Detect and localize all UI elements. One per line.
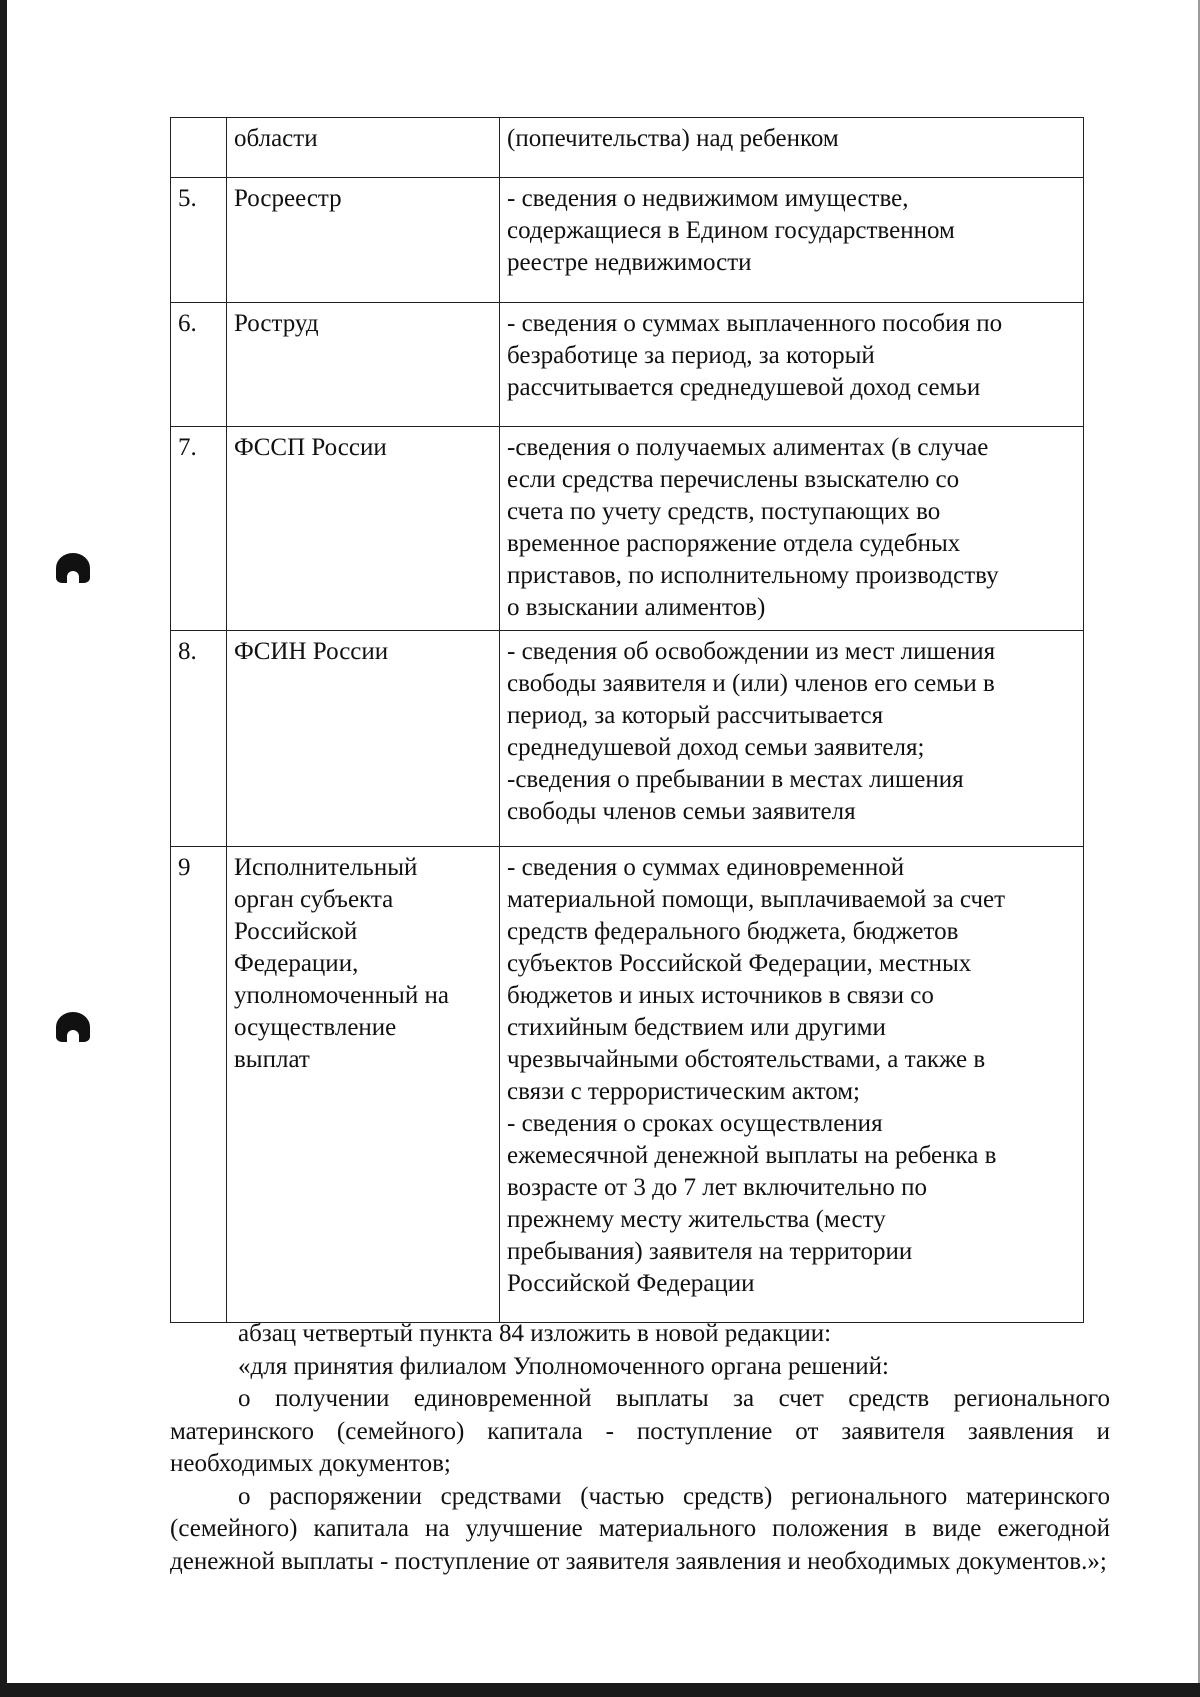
- row-number: [171, 118, 227, 178]
- table-row: [171, 847, 1084, 1323]
- row-number: 5.: [171, 178, 227, 303]
- information-description: -сведения о получаемых алиментах (в случае если средства перечислены взыскателю со счета по учету средств, поступающих во временное распоряжение отдела судебных приставов, по исполнительному производству о взыскании алиментов): [500, 427, 1084, 631]
- paragraph: о получении единовременной выплаты за счет средств регионального материнского (семейного) капитала - поступление от заявителя заявления и необходимых документов;: [170, 1385, 1110, 1477]
- amendment-text: [170, 1318, 1110, 1578]
- row-number: 6.: [171, 303, 227, 427]
- information-description: (попечительства) над ребенком: [500, 118, 1084, 178]
- punch-hole-icon: [56, 1012, 90, 1042]
- table-row: [171, 118, 1084, 178]
- agency-name: области: [227, 118, 500, 178]
- punch-hole-icon: [56, 553, 90, 583]
- scan-bottom-edge: [0, 1683, 1200, 1697]
- table-row: [171, 303, 1084, 427]
- paragraph: «для принятия филиалом Уполномоченного органа решений:: [238, 1352, 889, 1380]
- agency-name: ФССП России: [227, 427, 500, 631]
- paragraph: абзац четвертый пункта 84 изложить в новой редакции:: [238, 1320, 832, 1347]
- information-description: - сведения об освобождении из мест лишения свободы заявителя и (или) членов его семьи в период, за который рассчитывается среднедушевой доход семьи заявителя; -сведения о пребывании в местах лишения свободы членов семьи заявителя: [500, 631, 1084, 847]
- row-number: 8.: [171, 631, 227, 847]
- table-row: [171, 178, 1084, 303]
- row-number: 7.: [171, 427, 227, 631]
- agency-name: ФСИН России: [227, 631, 500, 847]
- paragraph: о распоряжении средствами (частью средств) регионального материнского (семейного) капитала на улучшение материального положения в виде ежегодной денежной выплаты - поступление от заявителя заявления и необходимых документов.»;: [170, 1482, 1110, 1575]
- information-description: - сведения о недвижимом имуществе, содержащиеся в Едином государственном реестре недвижимости: [500, 178, 1084, 303]
- row-number: 9: [171, 847, 227, 1323]
- agency-name: Исполнительный орган субъекта Российской Федерации, уполномоченный на осуществление выплат: [227, 847, 500, 1323]
- scan-left-edge: [0, 0, 7, 1697]
- agency-name: Роструд: [227, 303, 500, 427]
- information-description: - сведения о суммах единовременной материальной помощи, выплачиваемой за счет средств федерального бюджета, бюджетов субъектов Российской Федерации, местных бюджетов и иных источников в связи со стихийным бедствием или другими чрезвычайными обстоятельствами, а также в связи с террористическим актом; - сведения о сроках осуществления ежемесячной денежной выплаты на ребенка в возрасте от 3 до 7 лет включительно по прежнему месту жительства (месту пребывания) заявителя на территории Российской Федерации: [500, 847, 1084, 1323]
- agency-name: Росреестр: [227, 178, 500, 303]
- information-sources-table: [170, 117, 1084, 1323]
- table-row: [171, 427, 1084, 631]
- table-row: [171, 631, 1084, 847]
- information-description: - сведения о суммах выплаченного пособия по безработице за период, за который рассчитывается среднедушевой доход семьи: [500, 303, 1084, 427]
